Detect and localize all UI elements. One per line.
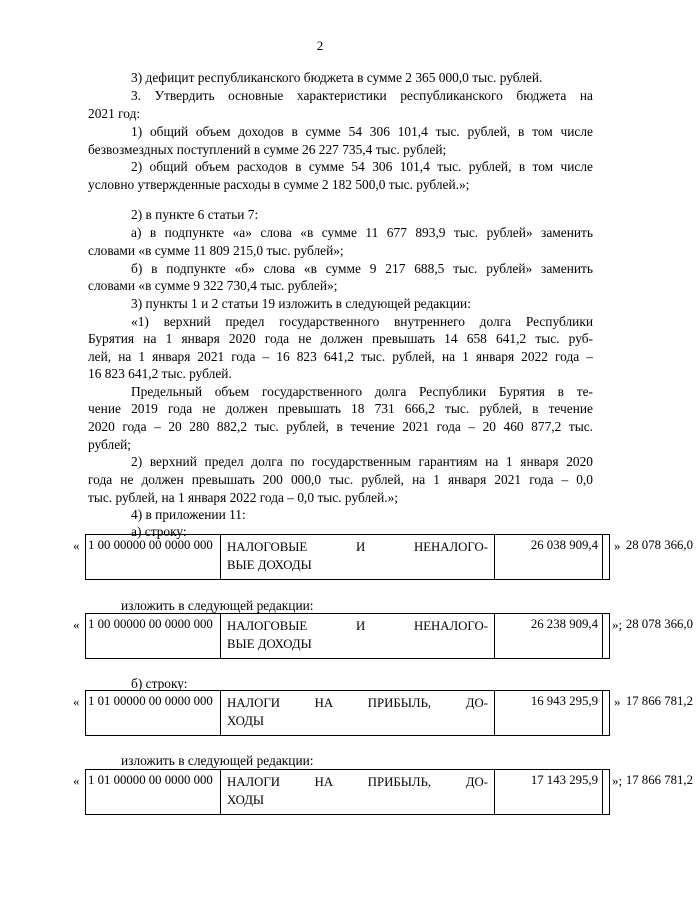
revenue-name: НАЛОГОВЫЕ И НЕНАЛОГО- bbox=[227, 540, 488, 554]
text-line: безвозмездных поступлений в сумме 26 227 735,4 тыс. рублей; bbox=[88, 142, 447, 157]
text-line: Предельный объем государственного долга Республики Бурятия в те- bbox=[131, 384, 593, 399]
open-quote: « bbox=[73, 538, 80, 553]
revenue-name: ХОДЫ bbox=[227, 793, 265, 807]
page-number: 2 bbox=[316, 38, 324, 53]
close-quote: » bbox=[614, 538, 621, 553]
text-line: условно утвержденные расходы в сумме 2 182 500,0 тыс. рублей.»; bbox=[88, 177, 470, 192]
text-line: тыс. рублей, на 1 января 2022 года – 0,0 тыс. рублей.»; bbox=[88, 490, 398, 505]
text-line: 4) в приложении 11: bbox=[131, 507, 246, 522]
budget-table-row bbox=[85, 769, 693, 815]
text-line: года не должен превышать 200 000,0 тыс. рублей, на 1 января 2021 года – 0,0 bbox=[88, 472, 593, 487]
text-line: а) в подпункте «а» слова «в сумме 11 677 893,9 тыс. рублей» заменить bbox=[131, 225, 593, 240]
amount-2019: 26 238 909,4 bbox=[530, 617, 598, 631]
budget-code: 1 01 00000 00 0000 000 bbox=[88, 773, 213, 787]
text-line: 2) в пункте 6 статьи 7: bbox=[131, 207, 259, 222]
text-line: словами «в сумме 11 809 215,0 тыс. рублей»; bbox=[88, 243, 344, 258]
budget-code: 1 01 00000 00 0000 000 bbox=[88, 694, 213, 708]
text-line: 3) пункты 1 и 2 статьи 19 изложить в следующей редакции: bbox=[131, 296, 471, 311]
budget-code: 1 00 00000 00 0000 000 bbox=[88, 617, 213, 631]
text-line: 2020 года – 20 280 882,2 тыс. рублей, в течение 2021 года – 20 460 877,2 тыс. bbox=[88, 419, 593, 434]
revenue-name: ХОДЫ bbox=[227, 714, 265, 728]
open-quote: « bbox=[73, 694, 80, 709]
budget-table-row bbox=[85, 534, 693, 580]
amount-2020: 17 866 781,2 bbox=[625, 773, 693, 787]
amount-2019: 17 143 295,9 bbox=[530, 773, 598, 787]
amount-2020: 17 866 781,2 bbox=[625, 694, 693, 708]
revenue-name: НАЛОГИ НА ПРИБЫЛЬ, ДО- bbox=[227, 696, 488, 710]
amount-2020: 28 078 366,0 bbox=[625, 617, 693, 631]
text-line: рублей; bbox=[88, 437, 132, 452]
budget-table-row bbox=[85, 613, 693, 659]
close-quote: » bbox=[614, 694, 621, 709]
budget-table-row bbox=[85, 690, 693, 736]
text-line: а) строку: bbox=[131, 524, 187, 539]
text-line: 3. Утвердить основные характеристики республиканского бюджета на bbox=[131, 88, 593, 103]
open-quote: « bbox=[73, 617, 80, 632]
text-line: 2021 год: bbox=[88, 106, 141, 121]
text-line: б) строку: bbox=[131, 676, 188, 691]
text-line: изложить в следующей редакции: bbox=[121, 753, 314, 768]
text-line: чение 2019 года не должен превышать 18 731 666,2 тыс. рублей, в течение bbox=[88, 401, 593, 416]
text-line: 2) верхний предел долга по государственным гарантиям на 1 января 2020 bbox=[131, 454, 593, 469]
text-line: б) в подпункте «б» слова «в сумме 9 217 688,5 тыс. рублей» заменить bbox=[131, 261, 593, 276]
amount-2019: 16 943 295,9 bbox=[530, 694, 598, 708]
budget-code: 1 00 00000 00 0000 000 bbox=[88, 538, 213, 552]
close-quote: »; bbox=[612, 617, 623, 632]
text-line: лей, на 1 января 2021 года – 16 823 641,2 тыс. рублей, на 1 января 2022 года – bbox=[88, 349, 593, 364]
open-quote: « bbox=[73, 773, 80, 788]
text-line: изложить в следующей редакции: bbox=[121, 598, 314, 613]
revenue-name: ВЫЕ ДОХОДЫ bbox=[227, 637, 312, 651]
close-quote: »; bbox=[612, 773, 623, 788]
text-line: 3) дефицит республиканского бюджета в сумме 2 365 000,0 тыс. рублей. bbox=[131, 70, 543, 85]
revenue-name: ВЫЕ ДОХОДЫ bbox=[227, 558, 312, 572]
text-line: 1) общий объем доходов в сумме 54 306 101,4 тыс. рублей, в том числе bbox=[131, 124, 593, 139]
text-line: 2) общий объем расходов в сумме 54 306 101,4 тыс. рублей, в том числе bbox=[131, 159, 593, 174]
revenue-name: НАЛОГОВЫЕ И НЕНАЛОГО- bbox=[227, 619, 488, 633]
amount-2019: 26 038 909,4 bbox=[530, 538, 598, 552]
text-line: Бурятия на 1 января 2020 года не должен превышать 14 658 641,2 тыс. руб- bbox=[88, 331, 593, 346]
revenue-name: НАЛОГИ НА ПРИБЫЛЬ, ДО- bbox=[227, 775, 488, 789]
text-line: «1) верхний предел государственного внутреннего долга Республики bbox=[131, 314, 593, 329]
text-line: словами «в сумме 9 322 730,4 тыс. рублей»; bbox=[88, 278, 338, 293]
amount-2020: 28 078 366,0 bbox=[625, 538, 693, 552]
text-line: 16 823 641,2 тыс. рублей. bbox=[88, 366, 232, 381]
